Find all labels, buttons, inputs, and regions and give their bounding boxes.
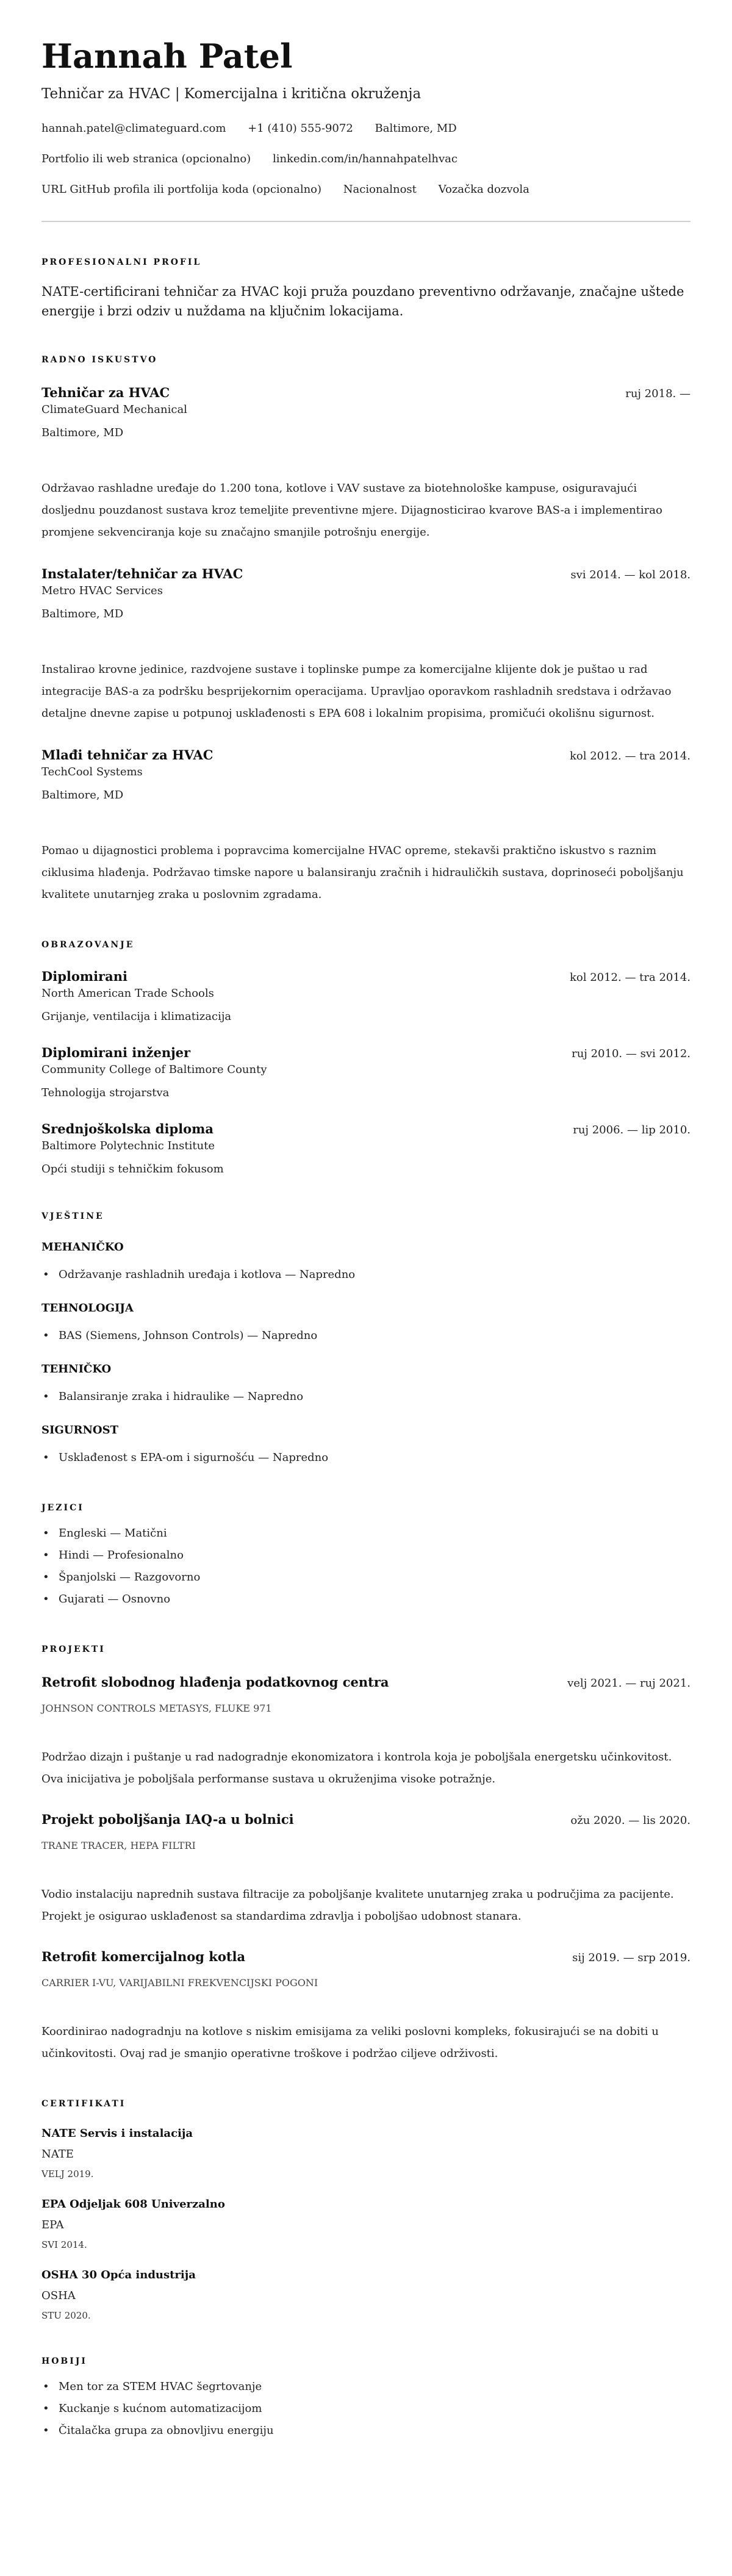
section-title-skills: VJEŠTINE [41, 1211, 104, 1221]
skill-category-technical: TEHNIČKO [41, 1363, 112, 1376]
location-text: Baltimore, MD [375, 122, 457, 135]
field-of-study: Tehnologija strojarstva [41, 1086, 170, 1099]
job-company: ClimateGuard Mechanical [41, 403, 187, 416]
job-title: Tehničar za HVAC [41, 385, 170, 400]
job-dates: kol 2012. — tra 2014. [569, 750, 691, 762]
school-name: Baltimore Polytechnic Institute [41, 1139, 215, 1152]
section-title-education: OBRAZOVANJE [41, 940, 135, 950]
skill-category-safety: SIGURNOST [41, 1424, 118, 1437]
certification-item [41, 2126, 691, 2181]
certification-date: VELJ 2019. [41, 2169, 94, 2180]
portfolio-link[interactable]: Portfolio ili web stranica (opcionalno) [41, 152, 251, 165]
experience-item [41, 384, 691, 544]
language-item: • Engleski — Matični [41, 1523, 691, 1545]
skill-list [41, 1386, 691, 1408]
field-of-study: Opći studiji s tehničkim fokusom [41, 1163, 224, 1175]
phone-number[interactable]: +1 (410) 555-9072 [248, 122, 353, 135]
degree-title: Diplomirani inženjer [41, 1045, 191, 1060]
project-dates: velj 2021. — ruj 2021. [567, 1677, 691, 1690]
experience-item [41, 565, 691, 725]
hobby-item: • Čitalačka grupa za obnovljivu energiju [41, 2420, 691, 2442]
education-dates: kol 2012. — tra 2014. [569, 971, 691, 984]
language-item: • Hindi — Profesionalno [41, 1545, 691, 1566]
skill-list [41, 1325, 691, 1347]
resume-header [41, 37, 691, 198]
skill-category-technology: TEHNOLOGIJA [41, 1302, 134, 1315]
project-tech-stack: JOHNSON CONTROLS METASYS, FLUKE 971 [41, 1702, 272, 1714]
certification-date: STU 2020. [41, 2310, 91, 2321]
candidate-headline: Tehničar za HVAC | Komercijalna i kritična okruženja [41, 86, 422, 102]
project-item [41, 1811, 691, 1928]
hobby-item: • Men tor za STEM HVAC šegrtovanje [41, 2376, 691, 2398]
project-description: Podržao dizajn i puštanje u rad nadogradnje ekonomizatora i kontrola koja je poboljšala energetsku učinkovitost. Ova inicijativa je poboljšala performanse sustava u okruženjima visoke potražnje. [41, 1751, 672, 1785]
project-name: Projekt poboljšanja IAQ-a u bolnici [41, 1812, 294, 1827]
section-title-projects: PROJEKTI [41, 1645, 106, 1654]
project-name: Retrofit komercijalnog kotla [41, 1949, 246, 1964]
section-title-languages: JEZICI [41, 1503, 84, 1513]
field-of-study: Grijanje, ventilacija i klimatizacija [41, 1010, 232, 1023]
job-company: TechCool Systems [41, 766, 143, 778]
certification-issuer: EPA [41, 2219, 64, 2231]
contact-row-3 [41, 182, 691, 198]
project-description: Koordinirao nadogradnju na kotlove s niskim emisijama za veliki poslovni kompleks, fokusirajući se na dobiti u učinkovitosti. Ovaj rad je smanjio operativne troškove i podržao ciljeve održivosti. [41, 2025, 659, 2060]
certification-name: EPA Odjeljak 608 Univerzalno [41, 2198, 225, 2211]
skill-item: • Balansiranje zraka i hidraulike — Napredno [41, 1386, 691, 1408]
contact-row-1 [41, 121, 691, 137]
linkedin-link[interactable]: linkedin.com/in/hannahpatelhvac [272, 152, 458, 165]
skill-item: • Održavanje rashladnih uređaja i kotlova — Napredno [41, 1264, 691, 1286]
drivers-license-text: Vozačka dozvola [438, 183, 529, 196]
education-dates: ruj 2006. — lip 2010. [573, 1124, 691, 1136]
hobby-list [41, 2376, 691, 2442]
projects-section [41, 1643, 691, 2065]
github-link[interactable]: URL GitHub profila ili portfolija koda (opcionalno) [41, 183, 322, 196]
skill-item: • BAS (Siemens, Johnson Controls) — Napredno [41, 1325, 691, 1347]
section-title-summary: PROFESIONALNI PROFIL [41, 257, 202, 267]
hobby-item: • Kuckanje s kućnom automatizacijom [41, 2398, 691, 2420]
certification-item [41, 2197, 691, 2251]
job-company: Metro HVAC Services [41, 584, 163, 597]
certification-date: SVI 2014. [41, 2239, 87, 2250]
degree-title: Diplomirani [41, 969, 127, 984]
education-item [41, 968, 691, 1025]
school-name: North American Trade Schools [41, 987, 214, 1000]
language-list [41, 1523, 691, 1610]
job-location: Baltimore, MD [41, 789, 124, 802]
language-item: • Gujarati — Osnovno [41, 1588, 691, 1610]
job-description: Pomao u dijagnostici problema i popravcima komercijalne HVAC opreme, stekavši praktično iskustvo s raznim ciklusima hlađenja. Podržavao timske napore u balansiranju zračnih i hidrauličkih sustava, doprinoseći poboljšanju kvalitete unutarnjeg zraka u poslovnim zgradama. [41, 844, 684, 901]
email-link[interactable]: hannah.patel@climateguard.com [41, 122, 226, 135]
language-item: • Španjolski — Razgovorno [41, 1566, 691, 1588]
project-item [41, 1674, 691, 1790]
job-description: Instalirao krovne jedinice, razdvojene sustave i toplinske pumpe za komercijalne klijente dok je puštao u rad integracije BAS-a za podršku besprijekornim operacijama. Upravljao oporavkom rashladnih sredstava i održavao detaljne dnevne zapise u potpunoj usklađenosti s EPA 608 i lokalnim propisima, promičući okolišnu sigurnost. [41, 663, 672, 720]
job-location: Baltimore, MD [41, 608, 124, 620]
project-description: Vodio instalaciju naprednih sustava filtracije za poboljšanje kvalitete unutarnjeg zraka u područjima za pacijente. Projekt je osigurao usklađenost sa standardima zdravlja i poboljšao udobnost stanara. [41, 1888, 674, 1923]
education-item [41, 1044, 691, 1101]
section-title-hobbies: HOBIJI [41, 2356, 87, 2366]
project-item [41, 1948, 691, 2065]
job-description: Održavao rashladne uređaje do 1.200 tona, kotlove i VAV sustave za biotehnološke kampuse, osiguravajući dosljednu pouzdanost sustava kroz temeljite preventivne mjere. Dijagnosticirao kvarove BAS-a i implementirao promjene sekvenciranja koje su značajno smanjile potrošnju energije. [41, 482, 662, 539]
certification-issuer: NATE [41, 2148, 74, 2161]
summary-section [41, 256, 691, 321]
languages-section [41, 1502, 691, 1610]
header-divider [41, 221, 691, 222]
section-title-certifications: CERTIFIKATI [41, 2099, 126, 2109]
job-dates: svi 2014. — kol 2018. [570, 569, 691, 581]
section-title-experience: RADNO ISKUSTVO [41, 355, 158, 365]
certification-name: OSHA 30 Opća industrija [41, 2269, 196, 2281]
experience-section [41, 354, 691, 906]
nationality-text: Nacionalnost [343, 183, 417, 196]
project-name: Retrofit slobodnog hlađenja podatkovnog centra [41, 1674, 389, 1690]
candidate-name: Hannah Patel [41, 37, 293, 76]
education-dates: ruj 2010. — svi 2012. [572, 1047, 691, 1060]
education-item [41, 1121, 691, 1177]
skill-list [41, 1447, 691, 1469]
project-dates: ožu 2020. — lis 2020. [570, 1814, 691, 1827]
hobbies-section [41, 2355, 691, 2442]
job-title: Instalater/tehničar za HVAC [41, 566, 243, 581]
project-dates: sij 2019. — srp 2019. [572, 1951, 691, 1964]
job-location: Baltimore, MD [41, 426, 124, 439]
skill-category-mechanical: MEHANIČKO [41, 1241, 124, 1254]
skill-list [41, 1264, 691, 1286]
job-dates: ruj 2018. — [625, 387, 691, 400]
degree-title: Srednjoškolska diploma [41, 1121, 214, 1136]
experience-item [41, 747, 691, 906]
certification-issuer: OSHA [41, 2289, 76, 2302]
summary-text: NATE-certificirani tehničar za HVAC koji pruža pouzdano preventivno održavanje, značajne uštede energije i brzi odziv u nuždama na ključnim lokacijama. [41, 284, 684, 318]
certification-item [41, 2267, 691, 2322]
certifications-section [41, 2098, 691, 2322]
contact-row-2 [41, 151, 691, 167]
school-name: Community College of Baltimore County [41, 1063, 267, 1076]
project-tech-stack: TRANE TRACER, HEPA FILTRI [41, 1840, 196, 1851]
skills-section [41, 1210, 691, 1469]
project-tech-stack: CARRIER I-VU, VARIJABILNI FREKVENCIJSKI POGONI [41, 1977, 318, 1989]
certification-name: NATE Servis i instalacija [41, 2127, 193, 2140]
education-section [41, 939, 691, 1177]
job-title: Mlađi tehničar za HVAC [41, 747, 214, 762]
skill-item: • Usklađenost s EPA-om i sigurnošću — Napredno [41, 1447, 691, 1469]
